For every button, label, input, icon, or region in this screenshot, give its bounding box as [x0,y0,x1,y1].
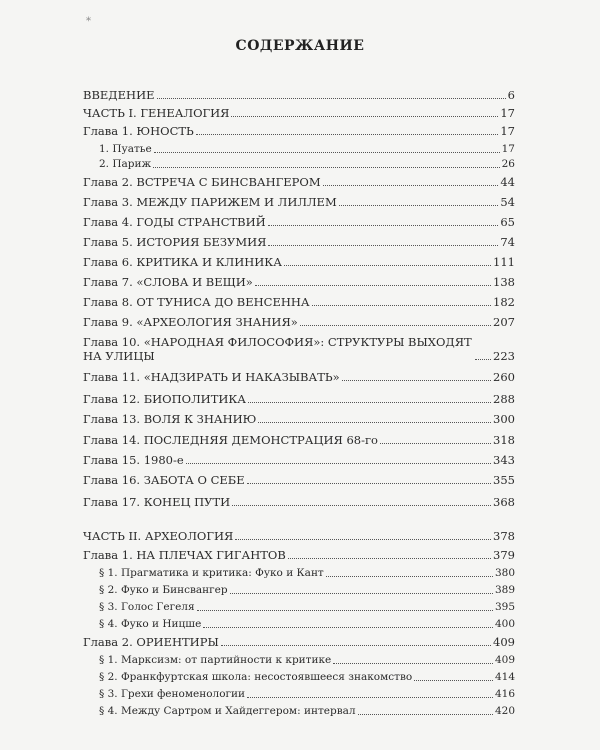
toc-chapter[interactable] [83,333,515,363]
toc-section[interactable] [99,564,515,580]
toc-subsection[interactable] [99,155,515,171]
toc-entry-label: 2. Париж [99,158,152,170]
toc-entry-label: Глава 12. БИОПОЛИТИКА [83,392,247,406]
toc-entry-page: 379 [493,548,515,562]
toc-entry-label: Глава 9. «АРХЕОЛОГИЯ ЗНАНИЯ» [83,315,298,329]
page-title: СОДЕРЖАНИЕ [235,38,365,54]
toc-part-1[interactable] [83,104,515,120]
toc-entry-label: § 1. Прагматика и критика: Фуко и Кант [99,567,324,579]
toc-entry-label: Глава 3. МЕЖДУ ПАРИЖЕМ И ЛИЛЛЕМ [83,195,337,209]
toc-entry-page: 182 [493,295,515,309]
toc-section[interactable] [99,702,515,718]
toc-entry-label: 1. Пуатье [99,143,152,155]
toc-entry-label: Глава 6. КРИТИКА И КЛИНИКА [83,255,282,269]
toc-entry-label: Глава 16. ЗАБОТА О СЕБЕ [83,473,245,487]
toc-chapter[interactable] [83,293,515,309]
toc-chapter[interactable] [83,451,515,467]
toc-entry-label: ЧАСТЬ II. АРХЕОЛОГИЯ [83,529,234,543]
toc-entry-page: 389 [494,584,515,596]
toc-chapter[interactable] [83,193,515,209]
toc-entry-page: 288 [493,392,515,406]
toc-section[interactable] [99,651,515,667]
toc-entry-label: Глава 7. «СЛОВА И ВЕЩИ» [83,275,253,289]
toc-entry-page: 409 [494,654,515,666]
toc-entry-label: ВВЕДЕНИЕ [83,88,155,102]
toc-entry-page: 378 [493,529,515,543]
toc-entry-page: 409 [493,635,515,649]
toc-chapter[interactable] [83,633,515,649]
toc-entry-page: 380 [494,567,515,579]
toc-entry-label: § 2. Фуко и Бинсвангер [99,584,228,596]
toc-chapter[interactable] [83,493,515,509]
toc-chapter[interactable] [83,173,515,189]
toc-section[interactable] [99,615,515,631]
toc-entry-intro[interactable] [83,86,515,102]
toc-chapter[interactable] [83,253,515,269]
toc-entry-label: § 4. Фуко и Ницше [99,618,202,630]
toc-entry-page: 54 [500,195,515,209]
toc-entry-page: 343 [493,453,515,467]
toc-entry-label: Глава 4. ГОДЫ СТРАНСТВИЙ [83,215,266,229]
toc-section[interactable] [99,668,515,684]
toc-chapter[interactable] [83,273,515,289]
toc-entry-page: 260 [493,370,515,384]
toc-entry-label: Глава 14. ПОСЛЕДНЯЯ ДЕМОНСТРАЦИЯ 68-го [83,433,378,447]
toc-chapter[interactable] [83,233,515,249]
toc-entry-label: Глава 1. ЮНОСТЬ [83,124,194,138]
toc-entry-label: Глава 2. ОРИЕНТИРЫ [83,635,219,649]
toc-entry-page: 395 [494,601,515,613]
toc-entry-page: 420 [494,705,515,717]
toc-entry-label: § 3. Грехи феноменологии [99,688,246,700]
toc-entry-page: 65 [500,215,515,229]
toc-entry-label: Глава 17. КОНЕЦ ПУТИ [83,495,231,509]
toc-entry-page: 138 [493,275,515,289]
toc-section[interactable] [99,581,515,597]
toc-entry-label: § 1. Марксизм: от партийности к критике [99,654,332,666]
toc-chapter[interactable] [83,213,515,229]
toc-entry-page: 17 [500,124,515,138]
toc-entry-label: Глава 11. «НАДЗИРАТЬ И НАКАЗЫВАТЬ» [83,370,340,384]
toc-entry-label: Глава 2. ВСТРЕЧА С БИНСВАНГЕРОМ [83,175,321,189]
toc-entry-page: 368 [493,495,515,509]
toc-entry-page: 44 [500,175,515,189]
toc-entry-page: 223 [493,349,515,363]
toc-chapter[interactable] [83,122,515,138]
toc-entry-page: 17 [500,106,515,120]
toc-entry-page: 17 [501,143,515,155]
toc-entry-page: 111 [493,255,515,269]
corner-mark: * [86,16,91,27]
toc-section[interactable] [99,598,515,614]
toc-entry-label: Глава 15. 1980-е [83,453,184,467]
toc-entry-page: 74 [500,235,515,249]
toc-chapter[interactable] [83,546,515,562]
toc-section[interactable] [99,685,515,701]
toc-entry-page: 414 [494,671,515,683]
toc-entry-page: 207 [493,315,515,329]
toc-part-2[interactable] [83,527,515,543]
toc-entry-label: Глава 8. ОТ ТУНИСА ДО ВЕНСЕННА [83,295,310,309]
toc-entry-page: 26 [501,158,515,170]
toc-entry-page: 400 [494,618,515,630]
toc-chapter[interactable] [83,431,515,447]
toc-entry-label: § 2. Франкфуртская школа: несостоявшееся знакомство [99,671,413,683]
toc-entry-page: 318 [493,433,515,447]
toc-entry-page: 355 [493,473,515,487]
toc-entry-page: 416 [494,688,515,700]
toc-entry-page: 6 [507,88,515,102]
toc-entry-label: § 3. Голос Гегеля [99,601,195,613]
toc-entry-label: Глава 10. «НАРОДНАЯ ФИЛОСОФИЯ»: СТРУКТУРЫ ВЫХОДЯТ НА УЛИЦЫ [83,335,472,363]
toc-chapter[interactable] [83,410,515,426]
toc-chapter[interactable] [83,313,515,329]
toc-chapter[interactable] [83,368,515,384]
toc-chapter[interactable] [83,390,515,406]
toc-entry-label: § 4. Между Сартром и Хайдеггером: интервал [99,705,356,717]
toc-entry-label: ЧАСТЬ I. ГЕНЕАЛОГИЯ [83,106,230,120]
toc-subsection[interactable] [99,140,515,156]
toc-entry-label: Глава 5. ИСТОРИЯ БЕЗУМИЯ [83,235,267,249]
toc-entry-label: Глава 13. ВОЛЯ К ЗНАНИЮ [83,412,257,426]
toc-chapter[interactable] [83,471,515,487]
toc-entry-page: 300 [493,412,515,426]
toc-entry-label: Глава 1. НА ПЛЕЧАХ ГИГАНТОВ [83,548,286,562]
